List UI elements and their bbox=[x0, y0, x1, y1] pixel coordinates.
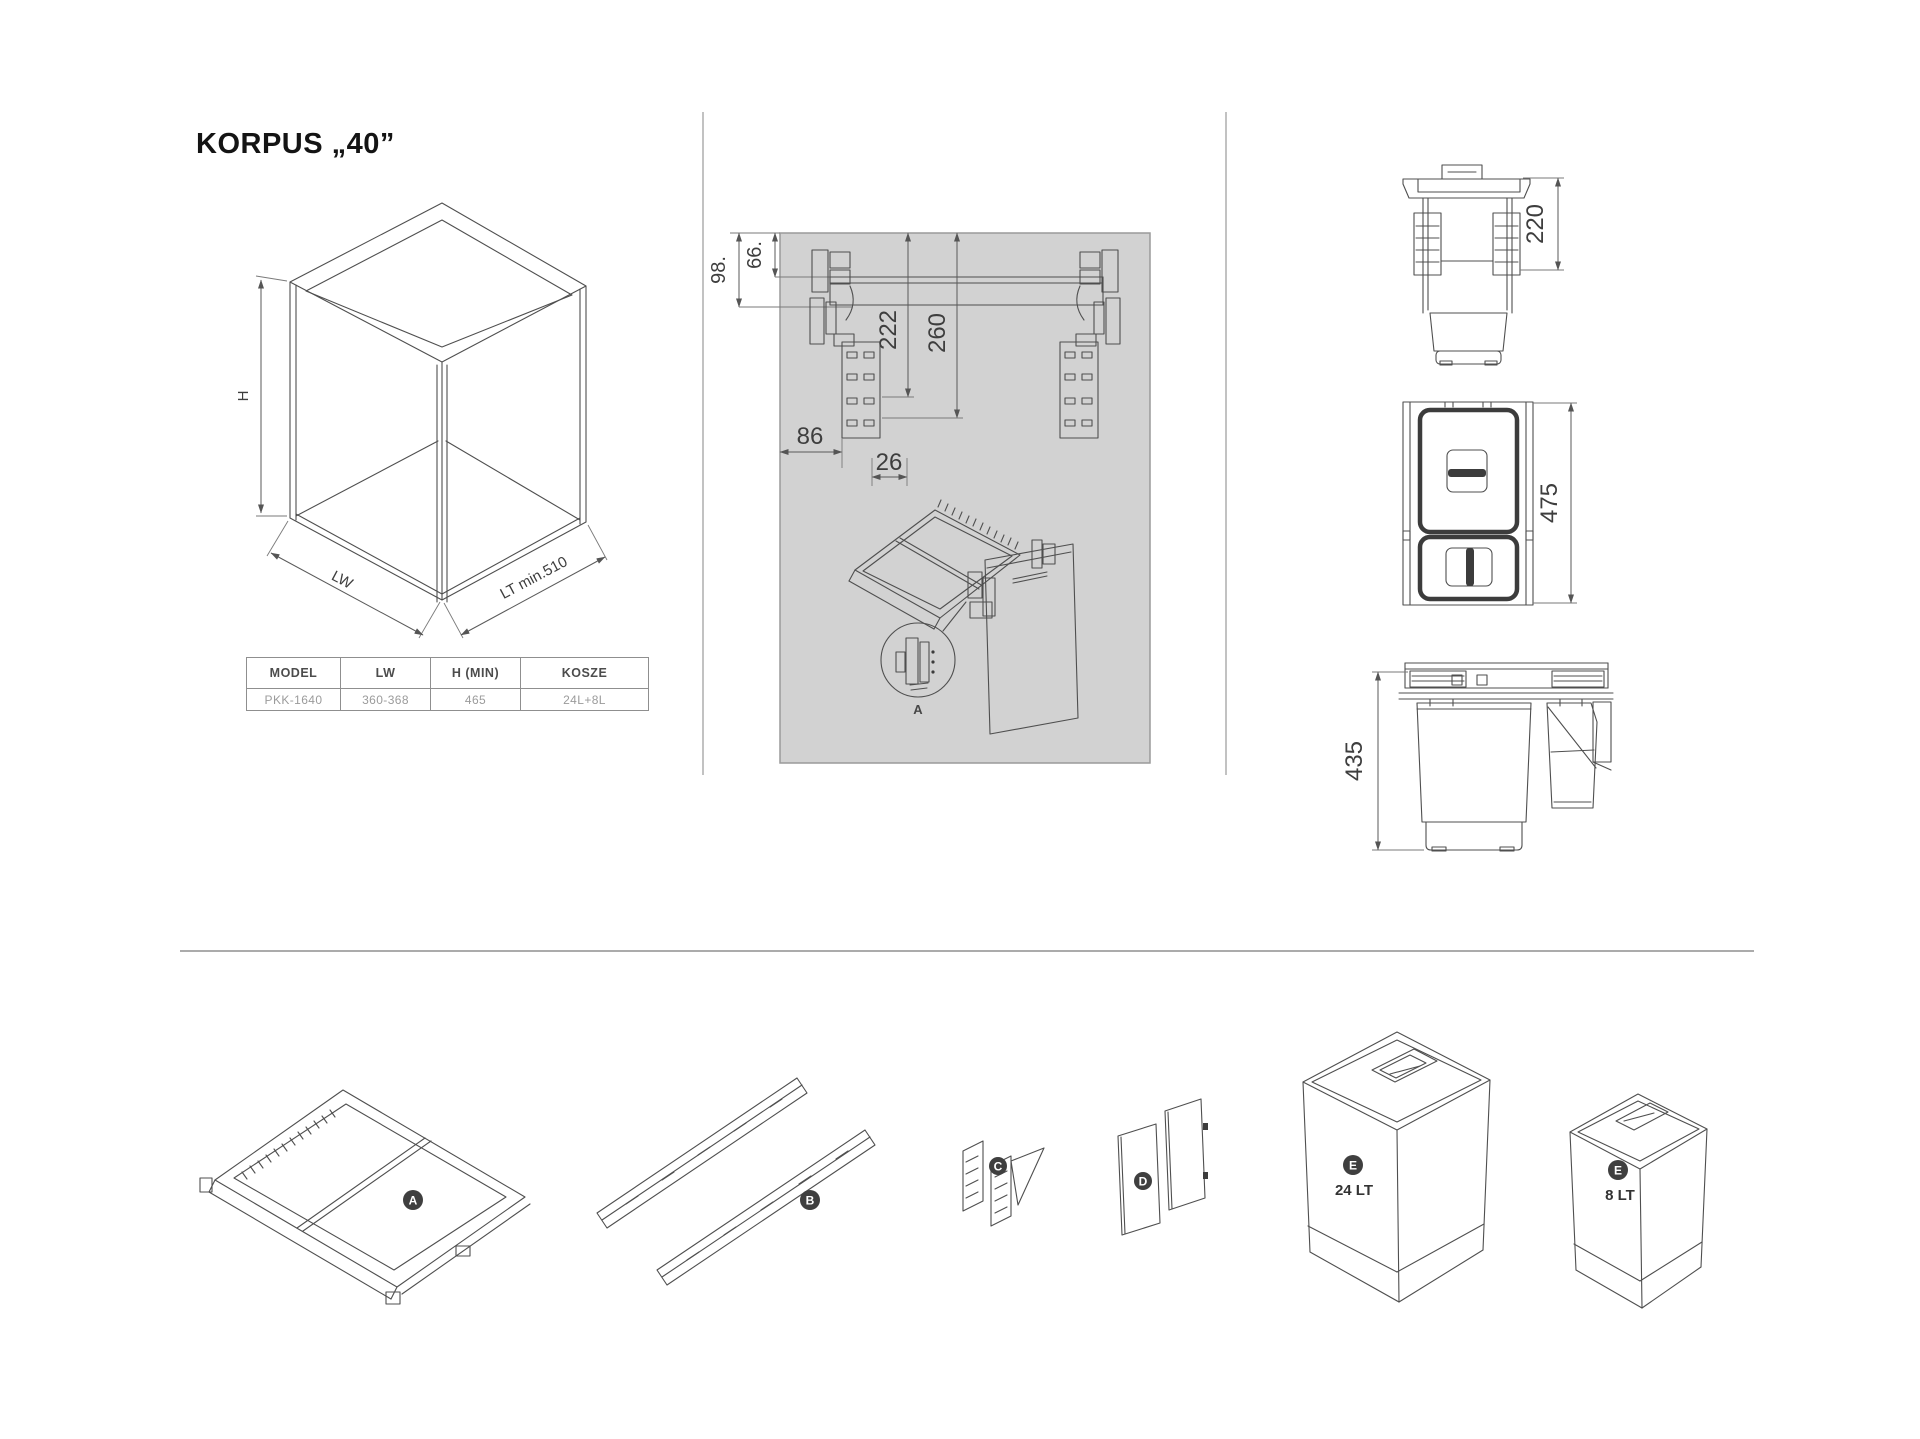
dim-label-475: 475 bbox=[1536, 482, 1563, 524]
detail-balloon-label: A bbox=[913, 702, 923, 717]
installation-diagram bbox=[700, 100, 1230, 780]
dim-label-66: 66. bbox=[744, 241, 766, 269]
cabinet-wireframe bbox=[290, 203, 586, 602]
spec-header-hmin: H (MIN) bbox=[431, 658, 521, 689]
product-views bbox=[1280, 120, 1700, 920]
view-side bbox=[1341, 663, 1613, 851]
spec-value-model: PKK-1640 bbox=[247, 689, 341, 711]
parts-overview bbox=[160, 1020, 1760, 1400]
spec-header-model: MODEL bbox=[247, 658, 341, 689]
part-panels bbox=[1118, 1099, 1208, 1235]
bin-large-size-label: 24 LT bbox=[1334, 1182, 1374, 1199]
spec-table-header-row bbox=[247, 658, 649, 689]
spec-table-data-row bbox=[247, 689, 649, 711]
dim-label-26: 26 bbox=[875, 449, 903, 476]
part-badge-c-label: C bbox=[993, 1159, 1003, 1174]
part-frame bbox=[200, 1090, 530, 1304]
bin-small-size-label: 8 LT bbox=[1605, 1187, 1635, 1204]
part-slides bbox=[597, 1078, 875, 1285]
cabinet-dimensions bbox=[235, 276, 607, 638]
part-badge-b-label: B bbox=[805, 1193, 815, 1208]
part-badge-e-small-label: E bbox=[1613, 1163, 1623, 1178]
part-badge-a-label: A bbox=[408, 1193, 418, 1208]
part-bracket bbox=[963, 1141, 1044, 1226]
part-badge-d-label: D bbox=[1138, 1174, 1148, 1189]
spec-value-kosze: 24L+8L bbox=[521, 689, 649, 711]
spec-value-hmin: 465 bbox=[431, 689, 521, 711]
dim-label-h: H bbox=[235, 390, 252, 402]
spec-table bbox=[246, 657, 649, 711]
part-bin-24 bbox=[1303, 1032, 1490, 1302]
divider-horizontal bbox=[180, 950, 1754, 952]
view-front bbox=[1403, 165, 1564, 365]
spec-value-lw: 360-368 bbox=[341, 689, 431, 711]
dim-label-lt: LT min.510 bbox=[497, 553, 571, 603]
dim-label-98: 98. bbox=[708, 256, 730, 284]
cabinet-diagram bbox=[160, 150, 700, 670]
page-title: KORPUS „40” bbox=[196, 128, 395, 160]
dim-label-lw: LW bbox=[328, 567, 356, 593]
spec-header-kosze: KOSZE bbox=[521, 658, 649, 689]
dim-label-86: 86 bbox=[796, 423, 824, 450]
spec-header-lw: LW bbox=[341, 658, 431, 689]
dim-label-220: 220 bbox=[1522, 203, 1549, 245]
dim-label-435: 435 bbox=[1341, 740, 1368, 782]
dim-label-222: 222 bbox=[875, 309, 902, 351]
part-badge-e-large-label: E bbox=[1348, 1158, 1358, 1173]
dim-label-260: 260 bbox=[924, 312, 951, 354]
view-top bbox=[1403, 402, 1577, 605]
part-bin-8 bbox=[1570, 1094, 1707, 1308]
